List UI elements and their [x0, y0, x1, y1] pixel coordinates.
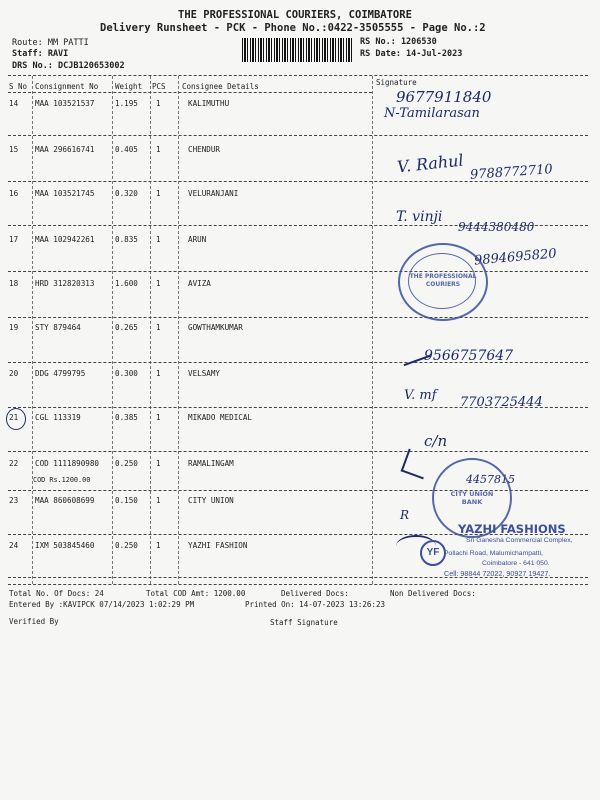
row-sno: 22: [9, 459, 19, 468]
row-pcs: 1: [156, 189, 161, 198]
row-pcs: 1: [156, 459, 161, 468]
circled-number-mark: [6, 408, 26, 430]
shop-stamp-line: Coimbatore - 641 050.: [482, 560, 550, 567]
row-weight: 0.835: [115, 235, 138, 244]
row-sno: 17: [9, 235, 19, 244]
column-divider: [150, 76, 151, 584]
col-header-pcs: PCS: [152, 82, 166, 91]
signature-phone: 9677911840: [396, 88, 492, 106]
row-weight: 0.250: [115, 541, 138, 550]
row-sno: 24: [9, 541, 19, 550]
column-divider: [372, 76, 373, 584]
signature-name: T. vinji: [396, 209, 443, 225]
printed-on: Printed On: 14-07-2023 13:26:23: [245, 600, 385, 609]
row-cod-note: COD Rs.1200.00: [33, 476, 91, 484]
row-sno: 23: [9, 496, 19, 505]
column-divider: [112, 76, 113, 584]
signature-phone: 9894695820: [473, 246, 558, 269]
signature-name: V. Rahul: [396, 150, 465, 177]
row-weight: 0.320: [115, 189, 138, 198]
row-consignment-no: MAA 296616741: [35, 145, 95, 154]
row-pcs: 1: [156, 235, 161, 244]
row-consignee: YAZHI FASHION: [188, 541, 248, 550]
courier-seal: [398, 243, 488, 321]
row-sno: 18: [9, 279, 19, 288]
signature-name: V. mf: [404, 388, 437, 403]
row-consignee: MIKADO MEDICAL: [188, 413, 253, 422]
row-rule: [8, 271, 588, 272]
row-pcs: 1: [156, 323, 161, 332]
company-title: THE PROFESSIONAL COURIERS, COIMBATORE: [178, 9, 412, 21]
col-header-signature: Signature: [376, 78, 417, 87]
barcode: [242, 38, 354, 62]
signature-phone: 4457815: [466, 473, 515, 486]
runsheet-title: Delivery Runsheet - PCK - Phone No.:0422-3505555 - Page No.:2: [100, 22, 486, 34]
col-header-sno: S No: [9, 82, 28, 91]
row-rule: [8, 181, 588, 182]
row-pcs: 1: [156, 541, 161, 550]
total-cod: Total COD Amt: 1200.00: [146, 589, 246, 598]
signature-scribble: [401, 449, 432, 480]
row-pcs: 1: [156, 369, 161, 378]
row-pcs: 1: [156, 99, 161, 108]
row-weight: 0.150: [115, 496, 138, 505]
signature-note: c/n: [424, 432, 448, 450]
row-consignment-no: MAA 103521745: [35, 189, 95, 198]
staff-label: Staff: RAVI: [12, 49, 69, 59]
row-consignment-no: CGL 113319: [35, 413, 81, 422]
row-pcs: 1: [156, 145, 161, 154]
row-rule: [8, 135, 588, 136]
table-top-rule: [8, 75, 588, 76]
row-weight: 0.300: [115, 369, 138, 378]
col-header-consignment: Consignment No: [35, 82, 99, 91]
row-consignee: AVIZA: [188, 279, 211, 288]
row-consignment-no: STY 879464: [35, 323, 81, 332]
row-consignee: VELSAMY: [188, 369, 221, 378]
row-sno: 20: [9, 369, 19, 378]
signature-name: N-Tamilarasan: [384, 106, 480, 121]
row-weight: 0.265: [115, 323, 138, 332]
row-consignee: RAMALINGAM: [188, 459, 234, 468]
col-header-weight: Weight: [115, 82, 143, 91]
bank-seal-text: CITY UNION BANK: [450, 490, 494, 506]
shop-stamp-line: Pollachi Road, Malumichampatti,: [444, 550, 543, 557]
delivered-docs: Delivered Docs:: [281, 589, 349, 598]
row-consignee: ARUN: [188, 235, 207, 244]
staff-signature: Staff Signature: [270, 618, 338, 627]
rs-date: RS Date: 14-Jul-2023: [360, 49, 463, 59]
signature-phone: 7703725444: [460, 395, 543, 410]
drs-number: DRS No.: DCJB120653002: [12, 61, 125, 71]
verified-by: Verified By: [9, 617, 59, 626]
row-consignment-no: DDG 4799795: [35, 369, 86, 378]
shop-stamp-line: Cell: 98844 72022, 90927 19427.: [444, 569, 551, 578]
row-consignee: VELURANJANI: [188, 189, 239, 198]
row-consignment-no: MAA 860608699: [35, 496, 95, 505]
row-pcs: 1: [156, 279, 161, 288]
shop-stamp-title: YAZHI FASHIONS: [458, 522, 566, 536]
non-delivered-docs: Non Delivered Docs:: [390, 589, 476, 598]
column-divider: [32, 76, 33, 584]
row-sno: 16: [9, 189, 19, 198]
row-weight: 0.250: [115, 459, 138, 468]
row-rule: [8, 317, 588, 318]
col-header-consignee: Consignee Details: [182, 82, 259, 91]
signature-phone: 9788772710: [469, 162, 554, 183]
column-divider: [178, 76, 179, 584]
table-bottom-rule: [8, 584, 588, 585]
row-weight: 0.405: [115, 145, 138, 154]
shop-logo-icon: YF: [420, 540, 446, 566]
row-consignment-no: MAA 103521537: [35, 99, 95, 108]
row-consignment-no: HRD 312820313: [35, 279, 95, 288]
row-consignee: KALIMUTHU: [188, 99, 230, 108]
route-label: Route: MM PATTI: [12, 38, 89, 48]
row-pcs: 1: [156, 496, 161, 505]
signature-phone: 9444380480: [458, 220, 535, 234]
row-weight: 0.385: [115, 413, 138, 422]
row-consignment-no: MAA 102942261: [35, 235, 95, 244]
row-consignee: CHENDUR: [188, 145, 221, 154]
row-sno: 14: [9, 99, 19, 108]
row-consignee: CITY UNION: [188, 496, 234, 505]
seal-text: THE PROFESSIONAL COURIERS: [409, 273, 477, 288]
row-rule: [8, 451, 588, 452]
signature-phone: 9566757647: [424, 348, 514, 364]
shop-stamp-line: Sri Ganesha Commercial Complex,: [466, 537, 573, 544]
row-weight: 1.600: [115, 279, 138, 288]
row-consignment-no: COD 1111890980: [35, 459, 100, 468]
signature-name: R: [400, 508, 410, 522]
row-sno: 21: [9, 413, 19, 422]
row-pcs: 1: [156, 413, 161, 422]
row-consignment-no: IXM 503845460: [35, 541, 95, 550]
rs-number: RS No.: 1206530: [360, 37, 437, 47]
row-sno: 15: [9, 145, 19, 154]
total-docs: Total No. Of Docs: 24: [9, 589, 104, 598]
row-sno: 19: [9, 323, 19, 332]
row-consignee: GOWTHAMKUMAR: [188, 323, 243, 332]
entered-by: Entered By :KAVIPCK 07/14/2023 1:02:29 PM: [9, 600, 195, 609]
row-weight: 1.195: [115, 99, 138, 108]
header-rule: [8, 92, 372, 93]
